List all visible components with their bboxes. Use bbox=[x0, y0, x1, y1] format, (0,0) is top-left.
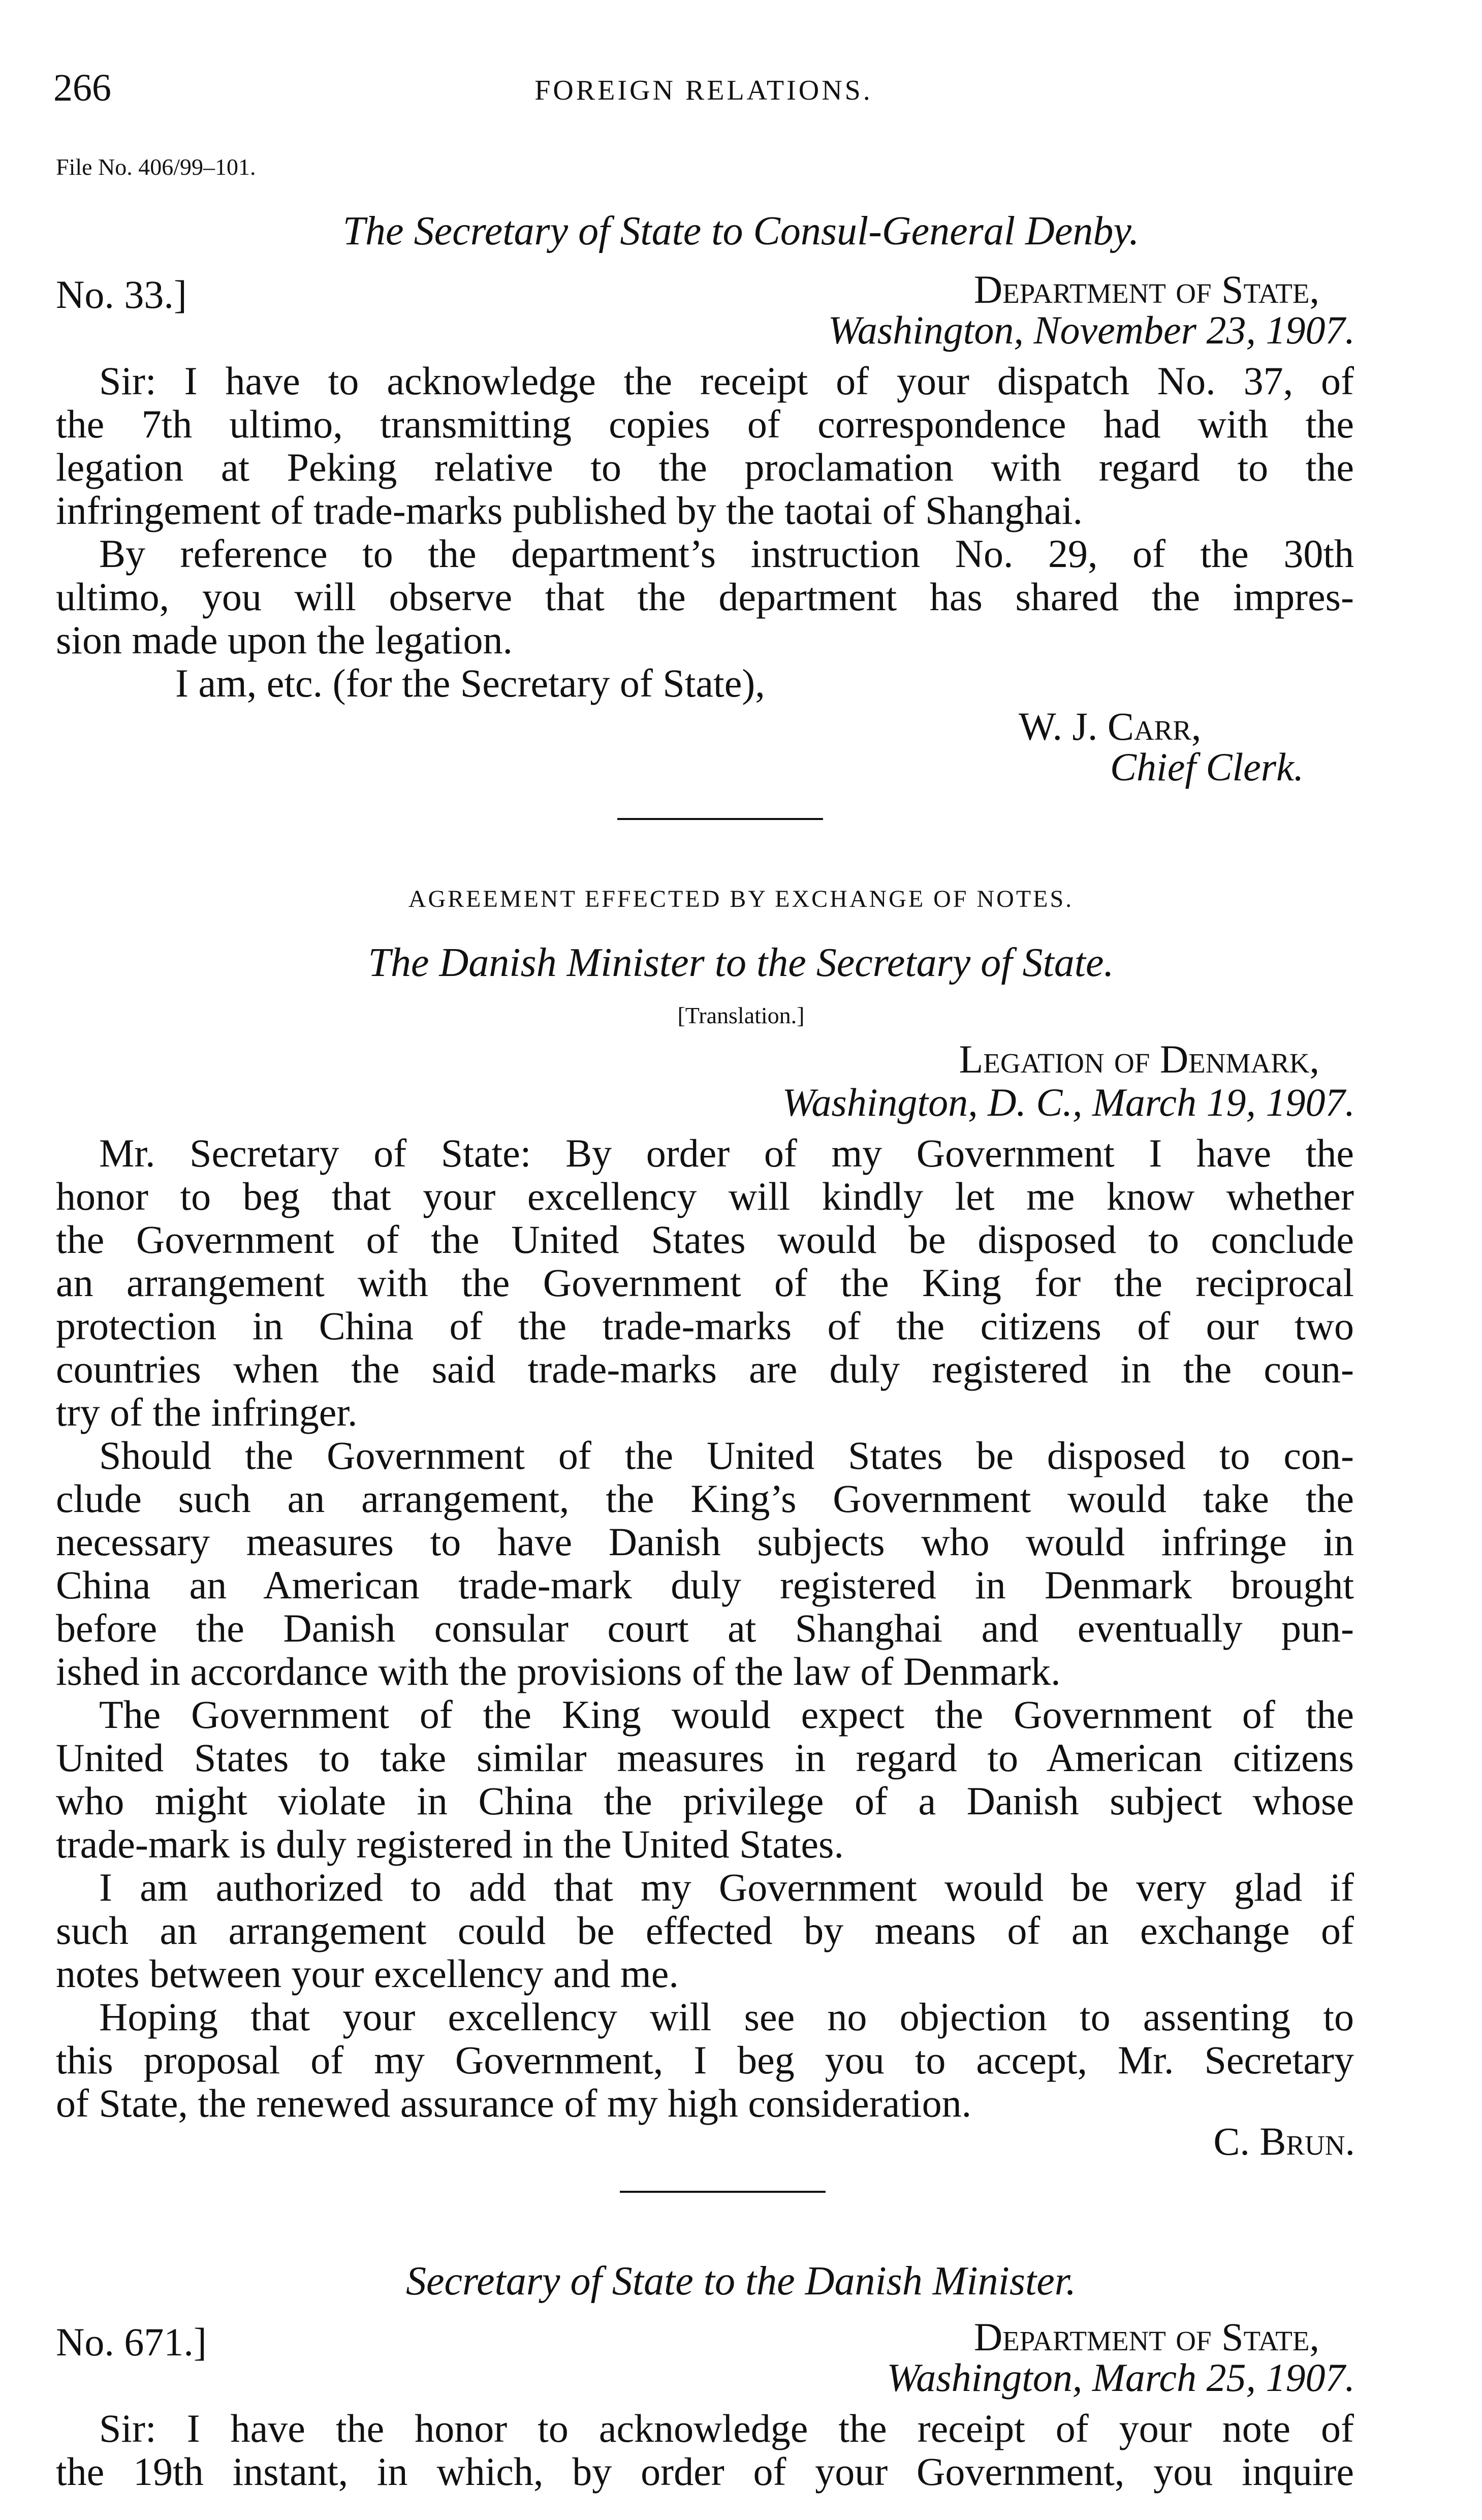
letter3-number: No. 671.] bbox=[56, 2320, 207, 2364]
running-title: FOREIGN RELATIONS. bbox=[534, 75, 873, 106]
letter3-heading: Secretary of State to the Danish Minister. bbox=[405, 2259, 1077, 2304]
letter2-line-3: the Government of the United States would be disposed to conclude bbox=[56, 1217, 1354, 1262]
letter2-line-4: an arrangement with the Government of the King for the reciprocal bbox=[56, 1261, 1354, 1305]
letter2-line-10: necessary measures to have Danish subjects who would infringe in bbox=[56, 1520, 1354, 1564]
letter2-line-2: honor to beg that your excellency will kindly let me know whether bbox=[56, 1174, 1354, 1218]
letter2-line-23: of State, the renewed assurance of my high consideration. bbox=[56, 2081, 972, 2125]
letter2-line-16: who might violate in China the privilege of a Danish subject whose bbox=[56, 1779, 1354, 1823]
letter3-line-2: the 19th instant, in which, by order of your Government, you inquire bbox=[56, 2449, 1354, 2494]
letter1-number: No. 33.] bbox=[56, 272, 187, 317]
letter1-line-7: sion made upon the legation. bbox=[56, 618, 513, 662]
letter1-line-3: legation at Peking relative to the proclamation with regard to the bbox=[56, 445, 1354, 489]
letter2-line-20: notes between your excellency and me. bbox=[56, 1951, 679, 1996]
letter2-line-22: this proposal of my Government, I beg you to accept, Mr. Secretary bbox=[56, 2038, 1354, 2082]
letter2-line-7: try of the infringer. bbox=[56, 1390, 358, 1434]
letter3-place-date: Washington, March 25, 1907. bbox=[887, 2355, 1355, 2400]
letter1-line-4: infringement of trade-marks published by the taotai of Shanghai. bbox=[56, 488, 1083, 532]
letter1-signature-title: Chief Clerk. bbox=[1110, 745, 1304, 789]
letter3-line-1: Sir: I have the honor to acknowledge the receipt of your note of bbox=[99, 2406, 1354, 2450]
letter2-line-19: such an arrangement could be effected by means of an exchange of bbox=[56, 1908, 1354, 1952]
letter2-line-15: United States to take similar measures in regard to American citizens bbox=[56, 1736, 1354, 1780]
letter1-heading: The Secretary of State to Consul-General Denby. bbox=[342, 209, 1140, 254]
section-title: AGREEMENT EFFECTED BY EXCHANGE OF NOTES. bbox=[408, 886, 1074, 912]
letter2-line-21: Hoping that your excellency will see no objection to assenting to bbox=[99, 1995, 1354, 2039]
letter1-line-6: ultimo, you will observe that the department has shared the impres- bbox=[56, 575, 1354, 619]
letter2-heading: The Danish Minister to the Secretary of State. bbox=[368, 940, 1114, 985]
letter1-sender: Department of State, bbox=[973, 267, 1319, 311]
letter2-line-9: clude such an arrangement, the King’s Government would take the bbox=[56, 1476, 1354, 1521]
letter1-place-date: Washington, November 23, 1907. bbox=[828, 308, 1355, 352]
letter2-line-11: China an American trade-mark duly registered in Denmark brought bbox=[56, 1563, 1354, 1607]
letter2-line-6: countries when the said trade-marks are duly registered in the coun- bbox=[56, 1347, 1354, 1391]
letter2-line-18: I am authorized to add that my Government would be very glad if bbox=[99, 1865, 1354, 1909]
letter2-place-date: Washington, D. C., March 19, 1907. bbox=[782, 1080, 1355, 1124]
letter2-line-8: Should the Government of the United States be disposed to con- bbox=[99, 1433, 1354, 1477]
section-divider-1 bbox=[617, 818, 823, 820]
letter2-line-1: Mr. Secretary of State: By order of my Government I have the bbox=[99, 1131, 1354, 1175]
letter1-signature: W. J. Carr, bbox=[1019, 704, 1202, 748]
letter2-line-17: trade-mark is duly registered in the United States. bbox=[56, 1822, 844, 1866]
letter1-line-1: Sir: I have to acknowledge the receipt of your dispatch No. 37, of bbox=[99, 359, 1354, 403]
letter1-line-2: the 7th ultimo, transmitting copies of correspondence had with the bbox=[56, 402, 1354, 446]
translation-note: [Translation.] bbox=[677, 1002, 805, 1028]
letter1-line-5: By reference to the department’s instruction No. 29, of the 30th bbox=[99, 531, 1354, 576]
letter2-line-5: protection in China of the trade-marks of the citizens of our two bbox=[56, 1304, 1354, 1348]
letter2-line-13: ished in accordance with the provisions of the law of Denmark. bbox=[56, 1649, 1061, 1693]
letter2-line-14: The Government of the King would expect the Government of the bbox=[99, 1692, 1354, 1737]
page-number: 266 bbox=[53, 67, 111, 109]
letter1-closing: I am, etc. (for the Secretary of State), bbox=[175, 661, 765, 705]
section-divider-2 bbox=[620, 2191, 826, 2193]
letter2-line-12: before the Danish consular court at Shanghai and eventually pun- bbox=[56, 1606, 1354, 1650]
letter2-signature: C. Brun. bbox=[1213, 2119, 1355, 2163]
letter3-sender: Department of State, bbox=[973, 2315, 1319, 2359]
letter2-sender: Legation of Denmark, bbox=[959, 1037, 1319, 1081]
page-header bbox=[53, 66, 1354, 117]
file-number: File No. 406/99–101. bbox=[56, 154, 256, 180]
